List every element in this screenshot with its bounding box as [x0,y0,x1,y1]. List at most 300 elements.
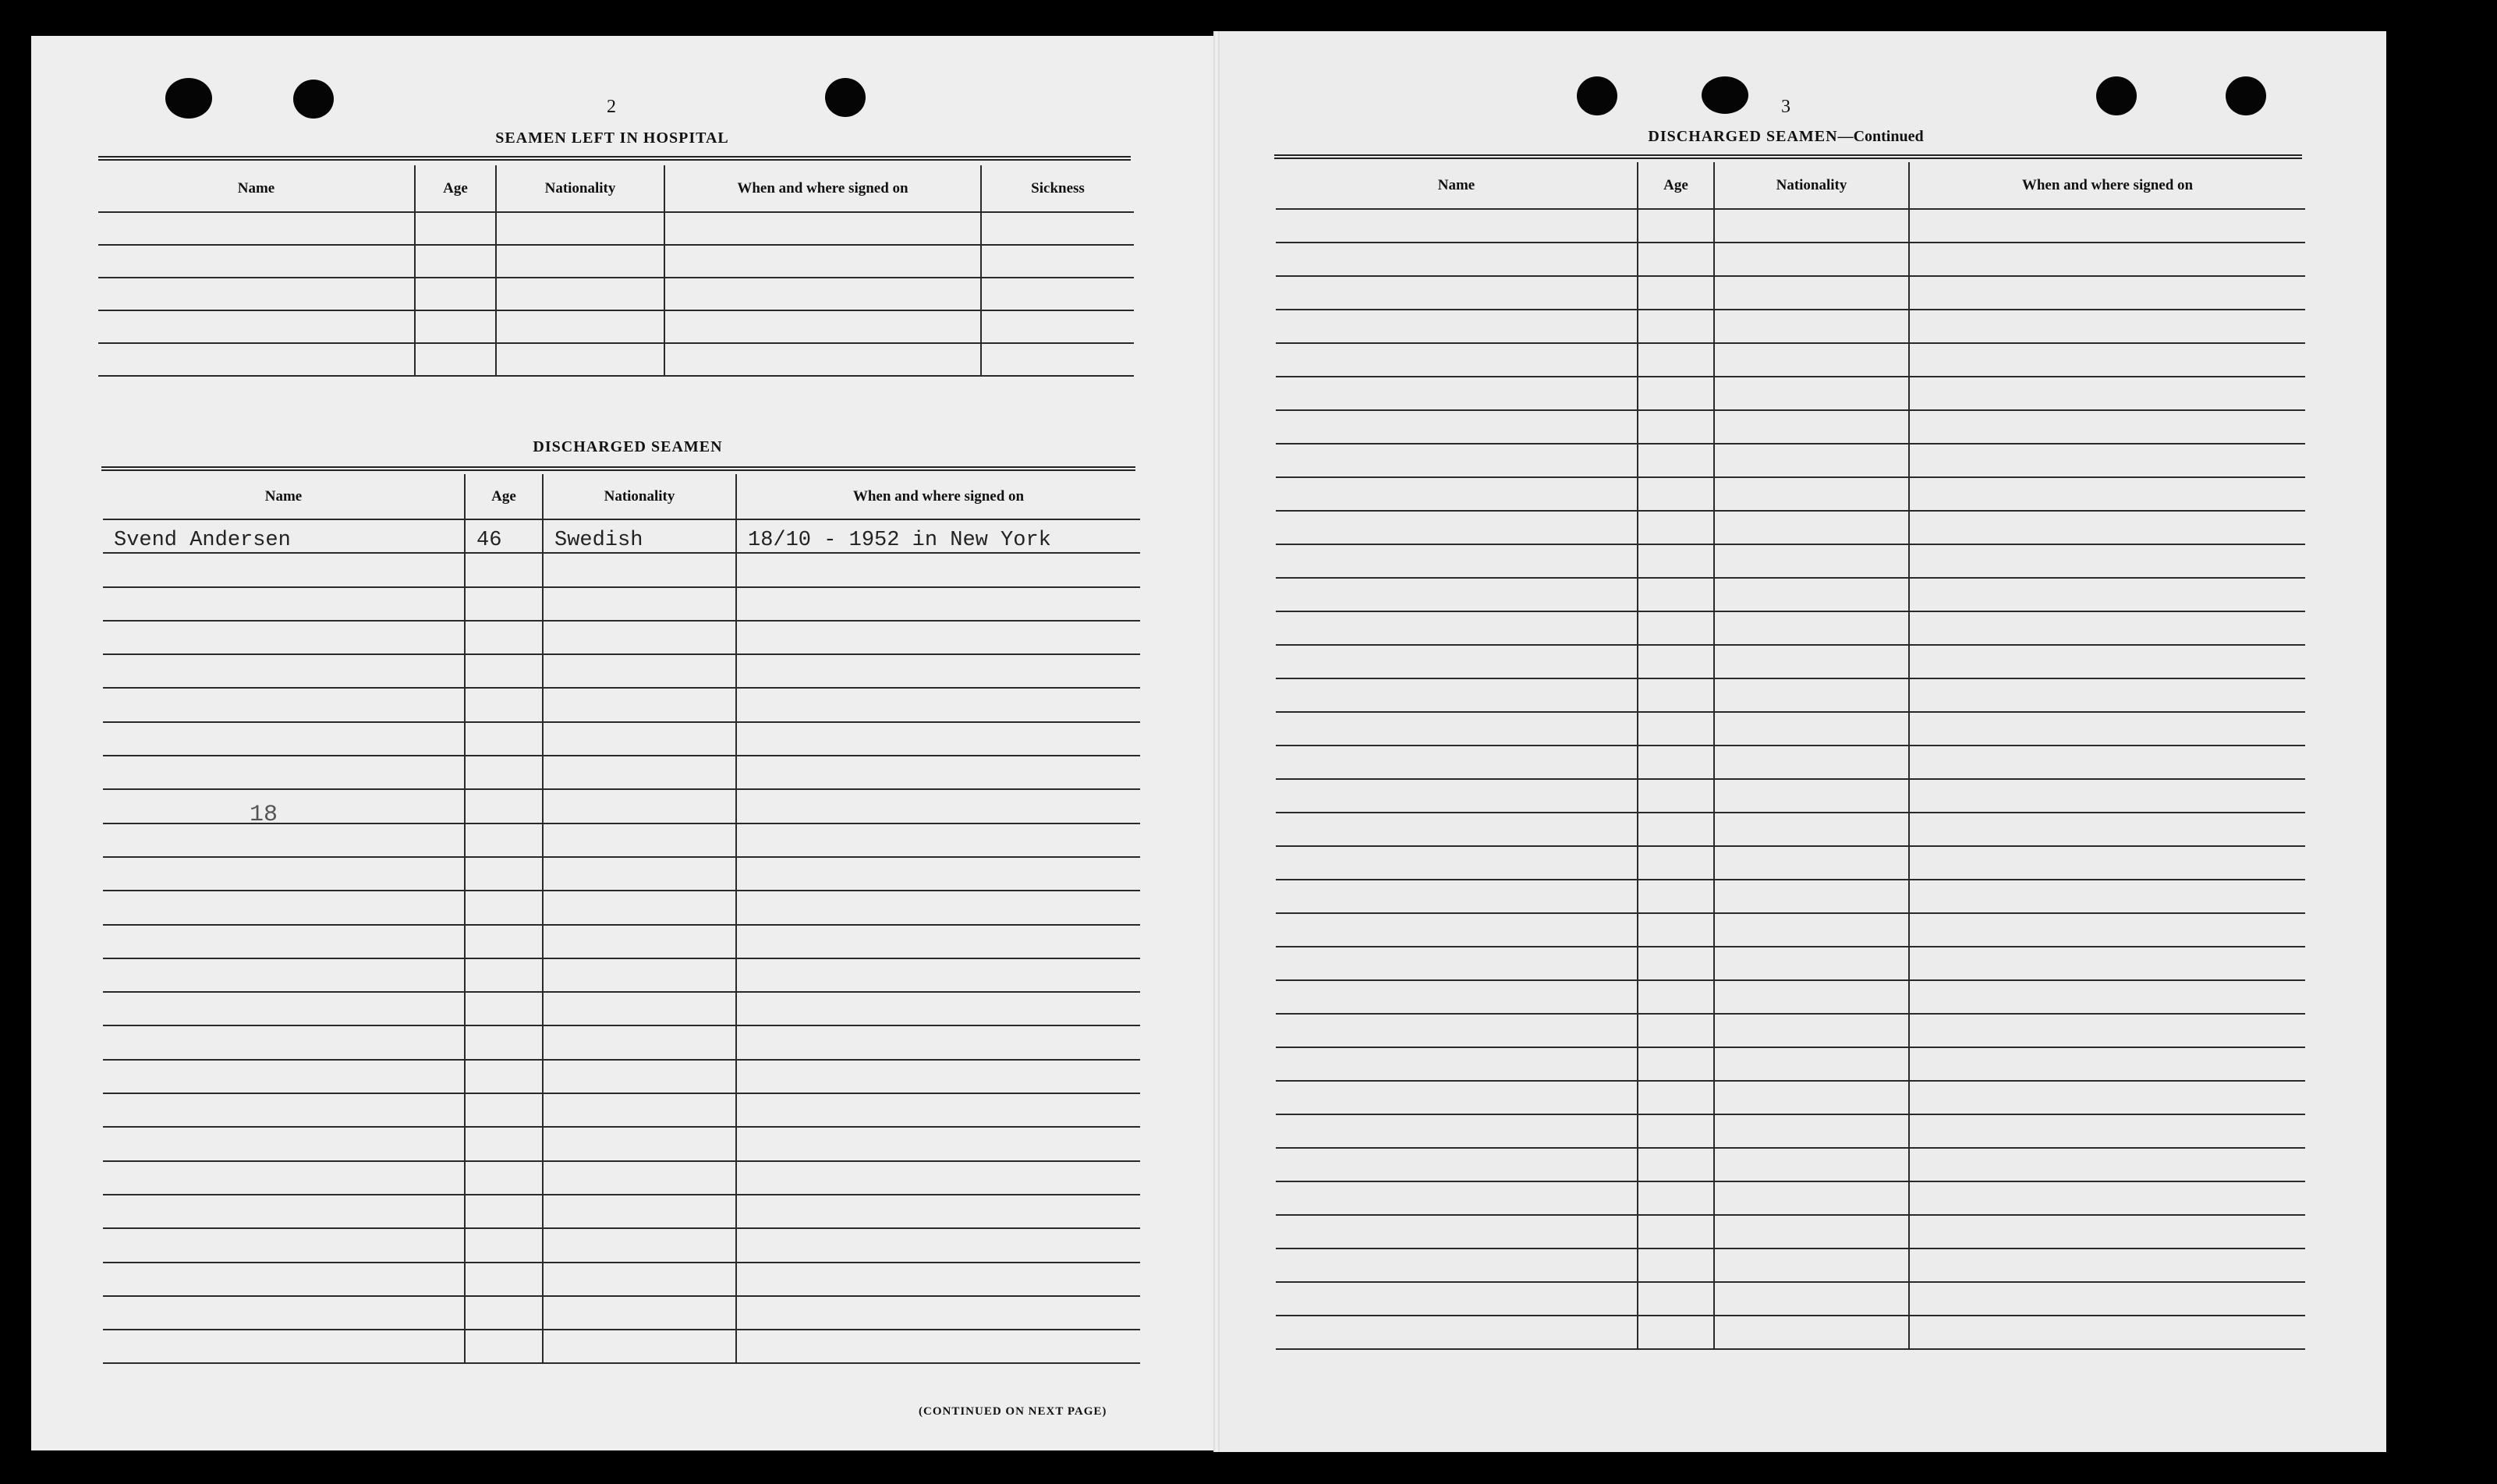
table-cell [1276,1047,1638,1081]
table-cell [543,587,736,621]
table-cell [1638,779,1714,813]
table-cell [1714,1316,1909,1349]
table-cell [1638,846,1714,880]
table-cell [1714,880,1909,913]
table-row [103,1296,1140,1330]
title-main: DISCHARGED SEAMEN [1648,128,1838,145]
table-cell [103,1263,465,1296]
table-row [103,519,1140,553]
table-cell [1909,813,2305,846]
punch-hole [165,78,212,119]
table-cell [98,310,415,343]
table-cell [103,688,465,721]
table-cell [981,245,1134,278]
table-cell [465,722,543,756]
table-cell [1714,343,1909,377]
table-cell [1909,511,2305,544]
table-row [1276,1248,2305,1282]
table-cell [103,553,465,586]
column-header-nationality: Nationality [496,165,664,212]
table-cell [1714,1248,1909,1282]
table-cell [465,587,543,621]
table-cell [1714,980,1909,1014]
table-cell [465,621,543,654]
table-row [103,823,1140,857]
table-cell [1714,913,1909,947]
table-cell [1714,645,1909,678]
table-cell: 18/10 - 1952 in New York [736,519,1140,553]
table-cell [1638,913,1714,947]
table-cell [1638,444,1714,477]
table-cell [465,857,543,891]
table-cell [496,310,664,343]
table-cell [1638,980,1714,1014]
table-cell: Swedish [543,519,736,553]
table-row [103,1161,1140,1195]
table-cell [1638,310,1714,343]
table-cell [465,823,543,857]
table-cell [415,343,496,376]
table-cell [1638,1114,1714,1148]
table-cell [1638,544,1714,578]
continued-note: (CONTINUED ON NEXT PAGE) [919,1405,1107,1418]
table-cell [736,654,1140,688]
table-cell [1276,1014,1638,1047]
table-row [1276,377,2305,410]
table-row [1276,209,2305,243]
table-cell [465,1060,543,1093]
table-cell [1909,444,2305,477]
table-cell [415,310,496,343]
table-cell [1638,343,1714,377]
table-row [103,891,1140,924]
table-cell [1909,678,2305,712]
table-row [1276,578,2305,611]
punch-hole [1577,76,1617,115]
table-cell [103,823,465,857]
table-cell [465,789,543,823]
table-cell [1638,209,1714,243]
table-row [1276,544,2305,578]
table-cell [736,1330,1140,1363]
table-cell [1638,377,1714,410]
table-cell [1714,678,1909,712]
table-cell [736,587,1140,621]
table-cell [736,553,1140,586]
table-cell [103,1093,465,1127]
table-cell [1909,1282,2305,1316]
table-cell [1276,1114,1638,1148]
table-row [103,1093,1140,1127]
table-cell [1638,880,1714,913]
table-row [103,857,1140,891]
table-cell [1714,1282,1909,1316]
table-cell [1714,1181,1909,1215]
table-cell [1276,511,1638,544]
table-cell [465,1093,543,1127]
table-cell [1909,544,2305,578]
table-cell [1276,1181,1638,1215]
table-cell [103,891,465,924]
table-cell [1276,746,1638,779]
table-cell [1909,779,2305,813]
table-cell [415,278,496,310]
table-cell [736,1195,1140,1228]
page-fold [1213,31,1220,1452]
table-cell [664,278,981,310]
table-cell [543,857,736,891]
table-row [98,278,1134,310]
discharged-continued-table [1276,162,2305,1350]
table-cell [103,992,465,1025]
table-cell [1909,645,2305,678]
table-cell [1714,813,1909,846]
table-row [1276,1316,2305,1349]
table-row [103,621,1140,654]
table-row [1276,779,2305,813]
column-header-name: Name [1276,162,1638,209]
table-cell [103,1025,465,1059]
table-row [103,992,1140,1025]
table-cell [1909,1114,2305,1148]
table-cell [543,1127,736,1160]
table-cell [543,1228,736,1262]
table-cell [1909,578,2305,611]
table-cell [543,891,736,924]
table-cell: 46 [465,519,543,553]
table-cell [543,1093,736,1127]
table-cell [1638,477,1714,511]
table-row [1276,243,2305,276]
punch-hole [825,78,866,117]
table-cell [1714,377,1909,410]
table-row [1276,276,2305,310]
discharged-title-rule [101,466,1135,471]
table-cell [103,857,465,891]
table-cell [736,925,1140,958]
table-row [103,1060,1140,1093]
table-cell [1638,410,1714,444]
table-row [1276,1181,2305,1215]
table-cell [465,688,543,721]
table-cell [98,245,415,278]
table-cell [543,654,736,688]
table-cell [465,891,543,924]
table-cell [1638,1081,1714,1114]
table-cell [1638,947,1714,980]
hospital-section-title: SEAMEN LEFT IN HOSPITAL [495,129,729,147]
table-cell [543,789,736,823]
table-cell [1909,310,2305,343]
table-row [98,245,1134,278]
table-row [1276,1282,2305,1316]
table-cell [465,1025,543,1059]
table-cell [1638,1316,1714,1349]
column-header-name: Name [103,474,465,519]
table-cell [465,992,543,1025]
table-row [1276,980,2305,1014]
punch-hole [2096,76,2137,115]
table-cell [103,925,465,958]
table-row [103,654,1140,688]
table-cell [496,278,664,310]
table-cell [1638,712,1714,746]
column-header-signed-on: When and where signed on [1909,162,2305,209]
table-cell [1276,813,1638,846]
table-cell [1276,678,1638,712]
table-cell [543,1195,736,1228]
table-cell [1909,947,2305,980]
table-cell [1638,1248,1714,1282]
table-row [1276,1047,2305,1081]
table-cell [736,1161,1140,1195]
table-cell [664,343,981,376]
table-row [98,310,1134,343]
table-cell [98,278,415,310]
table-cell [1714,712,1909,746]
table-cell [543,823,736,857]
table-cell [1714,544,1909,578]
table-cell [103,1296,465,1330]
table-cell [1276,310,1638,343]
table-cell [1638,243,1714,276]
table-cell [736,621,1140,654]
hospital-table [98,165,1134,377]
table-cell [1909,980,2305,1014]
table-cell [1276,1282,1638,1316]
table-row [1276,1014,2305,1047]
table-cell [1714,1014,1909,1047]
table-cell [98,212,415,245]
table-cell [103,654,465,688]
table-row [1276,913,2305,947]
table-cell [1909,1148,2305,1181]
table-row [1276,947,2305,980]
table-cell [736,857,1140,891]
page-number: 2 [607,97,616,117]
table-row [1276,1114,2305,1148]
table-row [103,722,1140,756]
table-row [1276,611,2305,645]
table-row [103,1127,1140,1160]
column-header-sickness: Sickness [981,165,1134,212]
table-cell [103,722,465,756]
title-suffix: —Continued [1837,128,1924,145]
table-cell [1714,1114,1909,1148]
table-row [103,925,1140,958]
table-cell [103,1127,465,1160]
table-cell [543,756,736,789]
table-cell [1909,377,2305,410]
table-cell [736,1127,1140,1160]
table-cell [736,688,1140,721]
table-row [103,587,1140,621]
table-cell [1276,947,1638,980]
table-cell [1276,377,1638,410]
table-cell [736,1296,1140,1330]
table-cell [103,958,465,992]
table-cell [1638,1014,1714,1047]
table-cell [1638,611,1714,645]
column-header-age: Age [465,474,543,519]
discharged-section-title: DISCHARGED SEAMEN [533,438,723,455]
table-cell [103,587,465,621]
column-header-nationality: Nationality [1714,162,1909,209]
table-cell [1714,243,1909,276]
table-cell [496,343,664,376]
table-cell [1638,1047,1714,1081]
table-cell [1714,511,1909,544]
column-header-name: Name [98,165,415,212]
table-row [1276,343,2305,377]
table-cell [736,756,1140,789]
table-cell [1909,1215,2305,1248]
table-cell [736,1263,1140,1296]
table-cell [1276,477,1638,511]
table-cell [1909,1248,2305,1282]
table-row [1276,678,2305,712]
table-row [1276,813,2305,846]
table-cell [1276,913,1638,947]
table-cell [1909,1014,2305,1047]
table-cell [1909,846,2305,880]
table-cell [1714,846,1909,880]
table-cell [465,1296,543,1330]
table-row [1276,410,2305,444]
table-cell [1638,1148,1714,1181]
table-cell [1638,1181,1714,1215]
discharged-table [103,474,1140,1364]
continued-title-rule [1274,154,2302,159]
table-cell [1638,645,1714,678]
table-cell [465,553,543,586]
table-cell [1714,444,1909,477]
table-cell [1909,746,2305,779]
table-cell [664,310,981,343]
table-cell [1638,1282,1714,1316]
column-header-nationality: Nationality [543,474,736,519]
table-cell [736,891,1140,924]
table-cell [736,992,1140,1025]
table-cell [1714,947,1909,980]
table-cell [103,621,465,654]
table-row [103,756,1140,789]
table-cell [465,1228,543,1262]
table-cell [1276,846,1638,880]
table-cell [1276,444,1638,477]
table-cell [736,1060,1140,1093]
table-cell [465,1127,543,1160]
table-cell [543,1025,736,1059]
table-cell [664,245,981,278]
table-cell [981,310,1134,343]
table-cell [103,1060,465,1093]
table-cell [1276,410,1638,444]
table-cell [465,958,543,992]
table-cell [465,1161,543,1195]
table-cell [1909,1081,2305,1114]
table-cell [736,1093,1140,1127]
table-cell [1714,410,1909,444]
page-number: 3 [1781,97,1790,117]
table-cell [1276,343,1638,377]
table-cell [736,722,1140,756]
table-row [1276,645,2305,678]
table-cell [1909,1047,2305,1081]
table-row [1276,846,2305,880]
table-cell [543,553,736,586]
table-cell [981,343,1134,376]
punch-hole [1702,76,1748,114]
table-cell [543,1060,736,1093]
table-cell [1909,276,2305,310]
table-cell [103,756,465,789]
punch-hole [2226,76,2266,115]
table-cell [1638,813,1714,846]
table-cell [1276,1148,1638,1181]
table-cell [1276,980,1638,1014]
table-cell [1638,511,1714,544]
table-cell [103,1228,465,1262]
table-cell [1714,1081,1909,1114]
discharged-continued-title [1466,128,2106,146]
table-cell [543,1296,736,1330]
table-cell [1714,779,1909,813]
table-row [1276,880,2305,913]
table-cell [415,212,496,245]
table-cell [1276,880,1638,913]
table-cell [1909,913,2305,947]
table-row [1276,1215,2305,1248]
table-row [1276,746,2305,779]
table-cell [465,1330,543,1363]
column-header-age: Age [1638,162,1714,209]
table-cell [103,1161,465,1195]
table-cell [543,621,736,654]
table-cell [736,1025,1140,1059]
table-cell [543,1330,736,1363]
table-cell [1276,645,1638,678]
punch-hole [293,80,334,119]
table-cell [543,925,736,958]
table-cell [1276,209,1638,243]
table-cell [1638,746,1714,779]
table-cell [1276,1215,1638,1248]
table-cell [1714,477,1909,511]
table-cell [1714,1148,1909,1181]
table-row [103,1330,1140,1363]
table-cell [736,958,1140,992]
table-cell [736,789,1140,823]
table-row [98,212,1134,245]
column-header-signed-on: When and where signed on [736,474,1140,519]
table-cell [664,212,981,245]
table-cell [1714,746,1909,779]
table-cell [1276,243,1638,276]
table-cell [103,1195,465,1228]
column-header-age: Age [415,165,496,212]
table-cell [1909,611,2305,645]
table-cell [1638,276,1714,310]
table-cell [1909,410,2305,444]
table-cell [1909,1316,2305,1349]
table-cell [1909,343,2305,377]
table-cell [496,245,664,278]
table-cell [1714,611,1909,645]
table-row [1276,1148,2305,1181]
table-row [103,1025,1140,1059]
table-cell [98,343,415,376]
